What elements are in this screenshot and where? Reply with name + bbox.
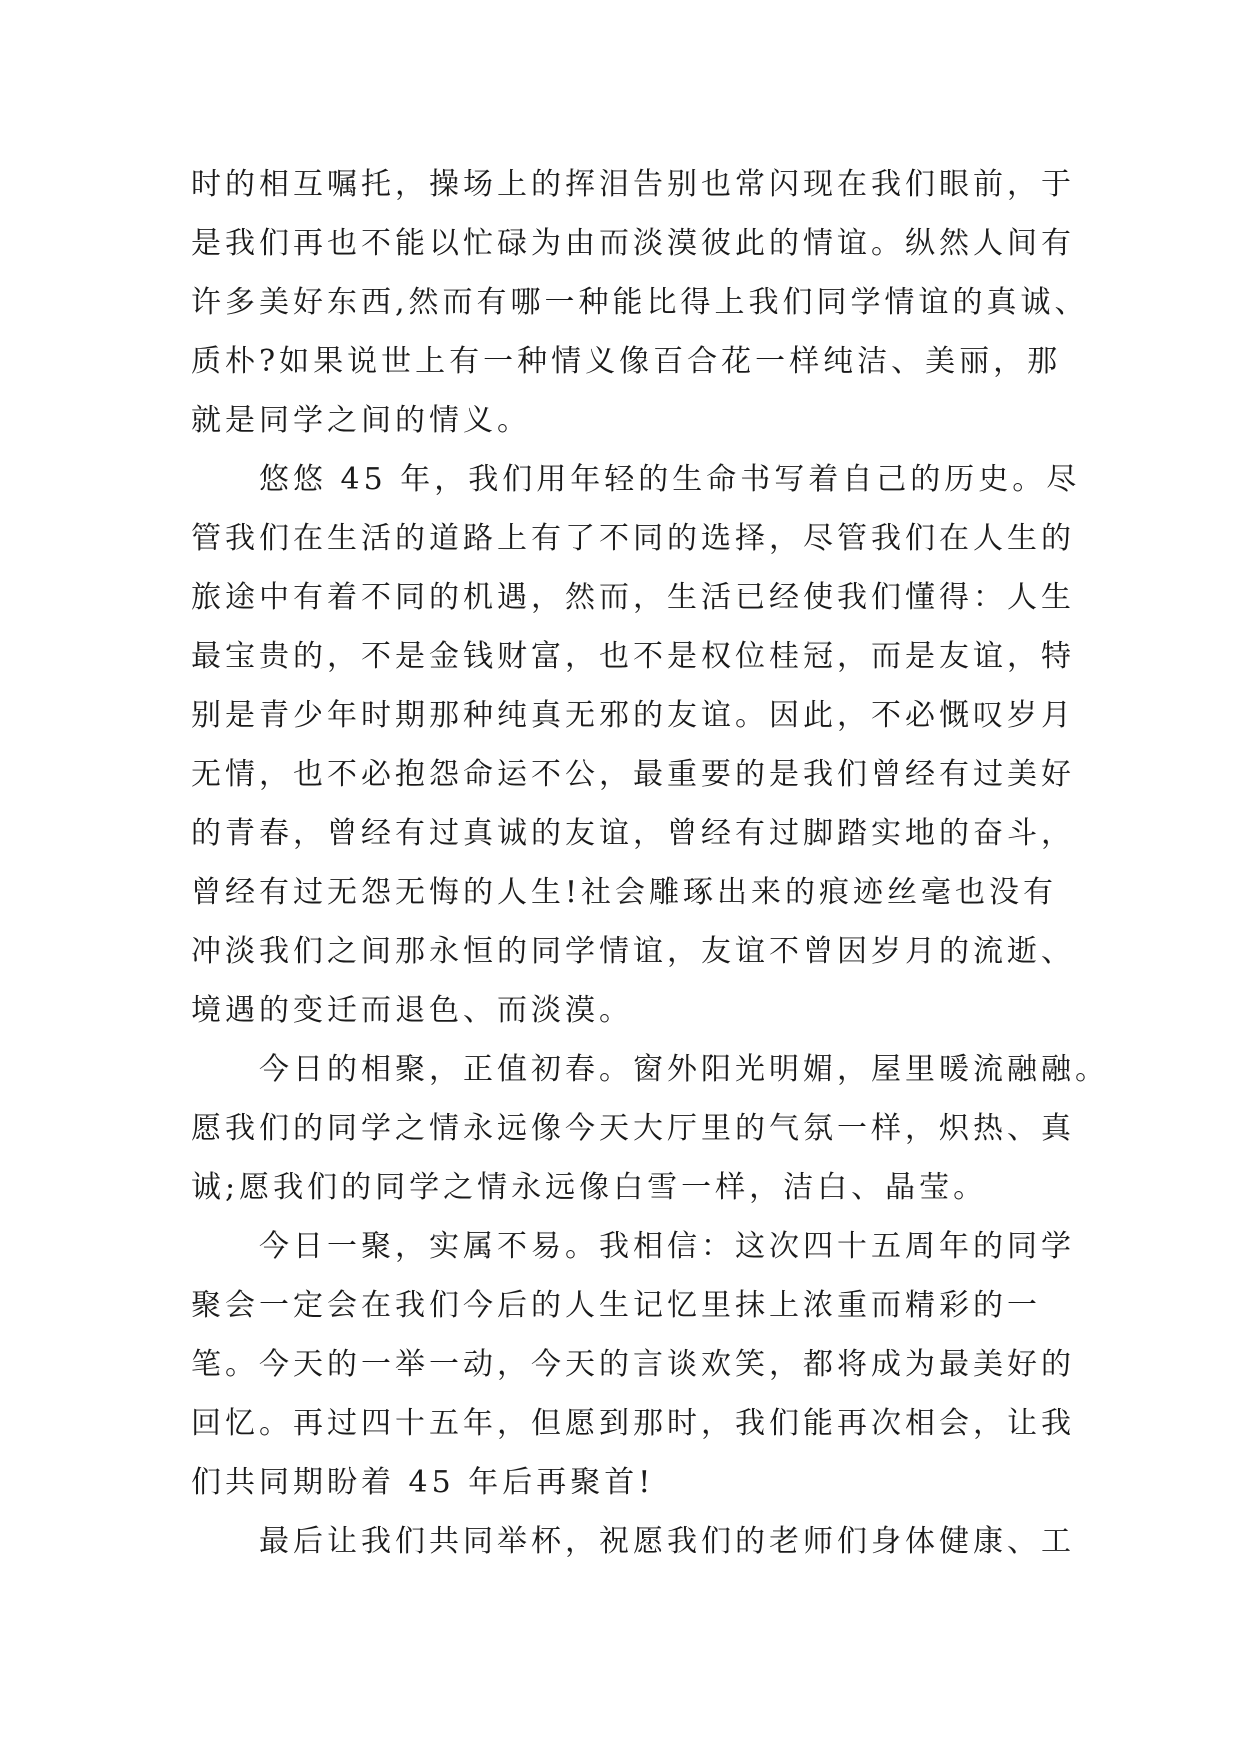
text-line: 冲淡我们之间那永恒的同学情谊，友谊不曾因岁月的流逝、 — [191, 934, 1075, 969]
text-line: 境遇的变迁而退色、而淡漠。 — [191, 993, 633, 1028]
text-line: 许多美好东西,然而有哪一种能比得上我们同学情谊的真诚、 — [191, 285, 1089, 320]
text-line: 聚会一定会在我们今后的人生记忆里抹上浓重而精彩的一 — [191, 1288, 1041, 1323]
body-text — [191, 155, 1109, 1571]
paragraph-first-line: 悠悠 45 年，我们用年轻的生命书写着自己的历史。尽 — [259, 462, 1081, 497]
paragraph-first-line: 今日的相聚，正值初春。窗外阳光明媚，屋里暖流融融。 — [259, 1052, 1109, 1087]
text-line: 诚;愿我们的同学之情永远像白雪一样，洁白、晶莹。 — [191, 1170, 988, 1205]
text-line: 回忆。再过四十五年，但愿到那时，我们能再次相会，让我 — [191, 1406, 1075, 1441]
text-line: 是我们再也不能以忙碌为由而淡漠彼此的情谊。纵然人间有 — [191, 226, 1075, 261]
text-line: 无情，也不必抱怨命运不公，最重要的是我们曾经有过美好 — [191, 757, 1075, 792]
paragraph-first-line: 最后让我们共同举杯，祝愿我们的老师们身体健康、工 — [259, 1524, 1075, 1559]
text-line: 就是同学之间的情义。 — [191, 403, 531, 438]
text-line: 的青春，曾经有过真诚的友谊，曾经有过脚踏实地的奋斗， — [191, 816, 1075, 851]
text-line: 曾经有过无怨无悔的人生!社会雕琢出来的痕迹丝毫也没有 — [191, 875, 1058, 910]
text-line: 最宝贵的，不是金钱财富，也不是权位桂冠，而是友谊，特 — [191, 639, 1075, 674]
text-line: 旅途中有着不同的机遇，然而，生活已经使我们懂得：人生 — [191, 580, 1075, 615]
text-line: 们共同期盼着 45 年后再聚首! — [191, 1465, 655, 1500]
text-line: 时的相互嘱托，操场上的挥泪告别也常闪现在我们眼前，于 — [191, 167, 1075, 202]
text-line: 管我们在生活的道路上有了不同的选择，尽管我们在人生的 — [191, 521, 1075, 556]
text-line: 质朴?如果说世上有一种情义像百合花一样纯洁、美丽，那 — [191, 344, 1062, 379]
text-line: 笔。今天的一举一动，今天的言谈欢笑，都将成为最美好的 — [191, 1347, 1075, 1382]
text-line: 别是青少年时期那种纯真无邪的友谊。因此，不必慨叹岁月 — [191, 698, 1075, 733]
paragraph-first-line: 今日一聚，实属不易。我相信：这次四十五周年的同学 — [259, 1229, 1075, 1264]
text-line: 愿我们的同学之情永远像今天大厅里的气氛一样，炽热、真 — [191, 1111, 1075, 1146]
